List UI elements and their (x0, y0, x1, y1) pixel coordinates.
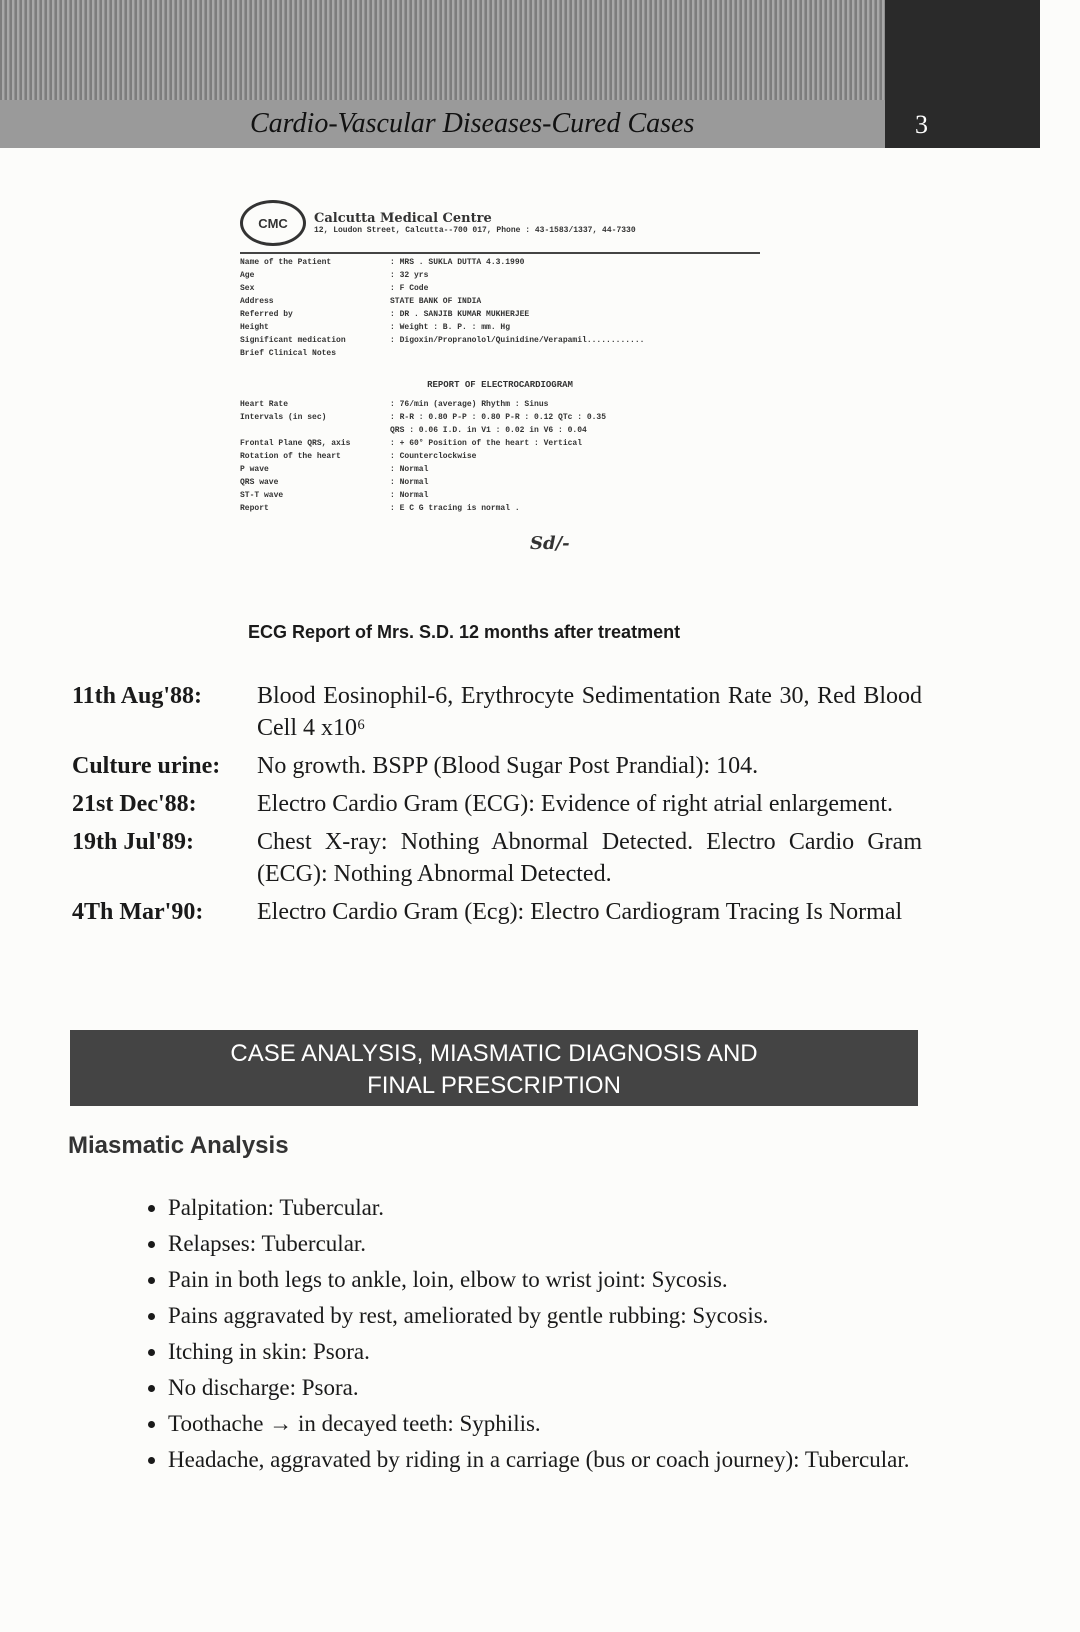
field-row (240, 465, 760, 474)
field-value: : Normal (390, 478, 429, 487)
field-label: P wave (240, 465, 269, 474)
history-date: Culture urine: (72, 753, 221, 779)
clinic-logo: CMC (240, 200, 306, 246)
running-title: Cardio-Vascular Diseases-Cured Cases (250, 108, 695, 139)
field-label: Address (240, 297, 274, 306)
bullet-item: • No discharge: Psora. (168, 1370, 958, 1406)
section-heading-line2: FINAL PRESCRIPTION (367, 1072, 621, 1099)
field-row (240, 310, 760, 319)
field-value: : 76/min (average) Rhythm : Sinus (390, 400, 549, 409)
field-label: Heart Rate (240, 400, 289, 409)
history-entry (72, 896, 922, 928)
field-value: STATE BANK OF INDIA (390, 297, 482, 306)
history-date: 4Th Mar'90: (72, 899, 204, 925)
field-label: Intervals (in sec) (240, 413, 327, 422)
field-label: Height (240, 323, 269, 332)
field-label: Report (240, 504, 269, 513)
field-value: : Counterclockwise (390, 452, 477, 461)
field-label: Age (240, 271, 255, 280)
subheading: Miasmatic Analysis (68, 1132, 289, 1159)
field-row (240, 491, 760, 500)
field-label: Referred by (240, 310, 293, 319)
history-date: 11th Aug'88: (72, 683, 203, 709)
field-value: : + 60° Position of the heart : Vertical (390, 439, 583, 448)
signature: Sd/- (530, 533, 570, 554)
field-label (240, 426, 390, 435)
bullet-item: • Pains aggravated by rest, ameliorated by gentle rubbing: Sycosis. (168, 1298, 958, 1334)
history-entry (72, 826, 922, 890)
field-row (240, 284, 760, 293)
history-text: No growth. BSPP (Blood Sugar Post Prandial): 104. (257, 753, 759, 779)
section-heading-band (70, 1030, 918, 1106)
field-label: Significant medication (240, 336, 346, 345)
history-date: 21st Dec'88: (72, 791, 197, 817)
field-label: Sex (240, 284, 255, 293)
field-value: : MRS . SUKLA DUTTA 4.3.1990 (390, 258, 525, 267)
field-row (240, 478, 760, 487)
field-label: Frontal Plane QRS, axis (240, 439, 351, 448)
report-fields (240, 400, 760, 513)
miasmatic-bullet-list (130, 1190, 958, 1478)
ecg-report-image (240, 200, 760, 554)
field-value: : 32 yrs (390, 271, 429, 280)
clinic-name: Calcutta Medical Centre (314, 211, 492, 226)
field-row (240, 336, 760, 345)
section-heading-line1: CASE ANALYSIS, MIASMATIC DIAGNOSIS AND (230, 1040, 758, 1067)
patient-fields (240, 258, 760, 358)
field-row (240, 271, 760, 280)
history-date: 19th Jul'89: (72, 829, 195, 855)
field-label: QRS wave (240, 478, 279, 487)
figure-caption: ECG Report of Mrs. S.D. 12 months after treatment (248, 622, 681, 642)
history-entry (72, 750, 922, 782)
bullet-item: • Palpitation: Tubercular. (168, 1190, 958, 1226)
bullet-item: • Relapses: Tubercular. (168, 1226, 958, 1262)
field-value: : Weight : B. P. : mm. Hg (390, 323, 511, 332)
report-title: REPORT OF ELECTROCARDIOGRAM (427, 380, 573, 390)
field-row (240, 426, 760, 435)
history-entry (72, 680, 922, 744)
history-text: Blood Eosinophil-6, Erythrocyte Sedimentation Rate 30, Red Blood Cell 4 x10⁶ (257, 683, 922, 741)
field-label: Rotation of the heart (240, 452, 341, 461)
bullet-item: • Itching in skin: Psora. (168, 1334, 958, 1370)
clinic-address: 12, Loudon Street, Calcutta--700 017, Phone : 43-1583/1337, 44-7330 (314, 226, 636, 235)
history-text: Chest X-ray: Nothing Abnormal Detected. Electro Cardio Gram (ECG): Nothing Abnormal Detected. (257, 829, 922, 887)
field-label: Brief Clinical Notes (240, 349, 337, 358)
field-row (240, 258, 760, 267)
field-value: : E C G tracing is normal . (390, 504, 520, 513)
history-text: Electro Cardio Gram (Ecg): Electro Cardiogram Tracing Is Normal (257, 899, 903, 925)
field-row (240, 400, 760, 409)
history-entry (72, 788, 922, 820)
field-row (240, 323, 760, 332)
page-number: 3 (915, 110, 928, 139)
bullet-item: • Toothache → in decayed teeth: Syphilis. (168, 1406, 958, 1442)
bullet-item: • Pain in both legs to ankle, loin, elbow to wrist joint: Sycosis. (168, 1262, 958, 1298)
field-value: QRS : 0.06 I.D. in V1 : 0.02 in V6 : 0.04 (390, 426, 587, 435)
field-value (390, 349, 760, 358)
field-value: : Normal (390, 465, 429, 474)
field-label: Name of the Patient (240, 258, 332, 267)
field-row (240, 504, 760, 513)
field-value: : Digoxin/Propranolol/Quinidine/Verapamil............ (390, 336, 645, 345)
field-row (240, 439, 760, 448)
field-row (240, 413, 760, 422)
field-row (240, 297, 760, 306)
field-value: : DR . SANJIB KUMAR MUKHERJEE (390, 310, 530, 319)
investigation-history (72, 680, 922, 934)
bullet-item: • Headache, aggravated by riding in a carriage (bus or coach journey): Tubercular. (168, 1442, 958, 1478)
page-number-box (885, 0, 1040, 148)
clinic-header (240, 200, 760, 254)
field-row (240, 349, 760, 358)
field-value: : R-R : 0.80 P-P : 0.80 P-R : 0.12 QTc : 0.35 (390, 413, 607, 422)
history-text: Electro Cardio Gram (ECG): Evidence of right atrial enlargement. (257, 791, 893, 817)
field-value: : F Code (390, 284, 429, 293)
field-label: ST-T wave (240, 491, 284, 500)
field-value: : Normal (390, 491, 429, 500)
field-row (240, 452, 760, 461)
